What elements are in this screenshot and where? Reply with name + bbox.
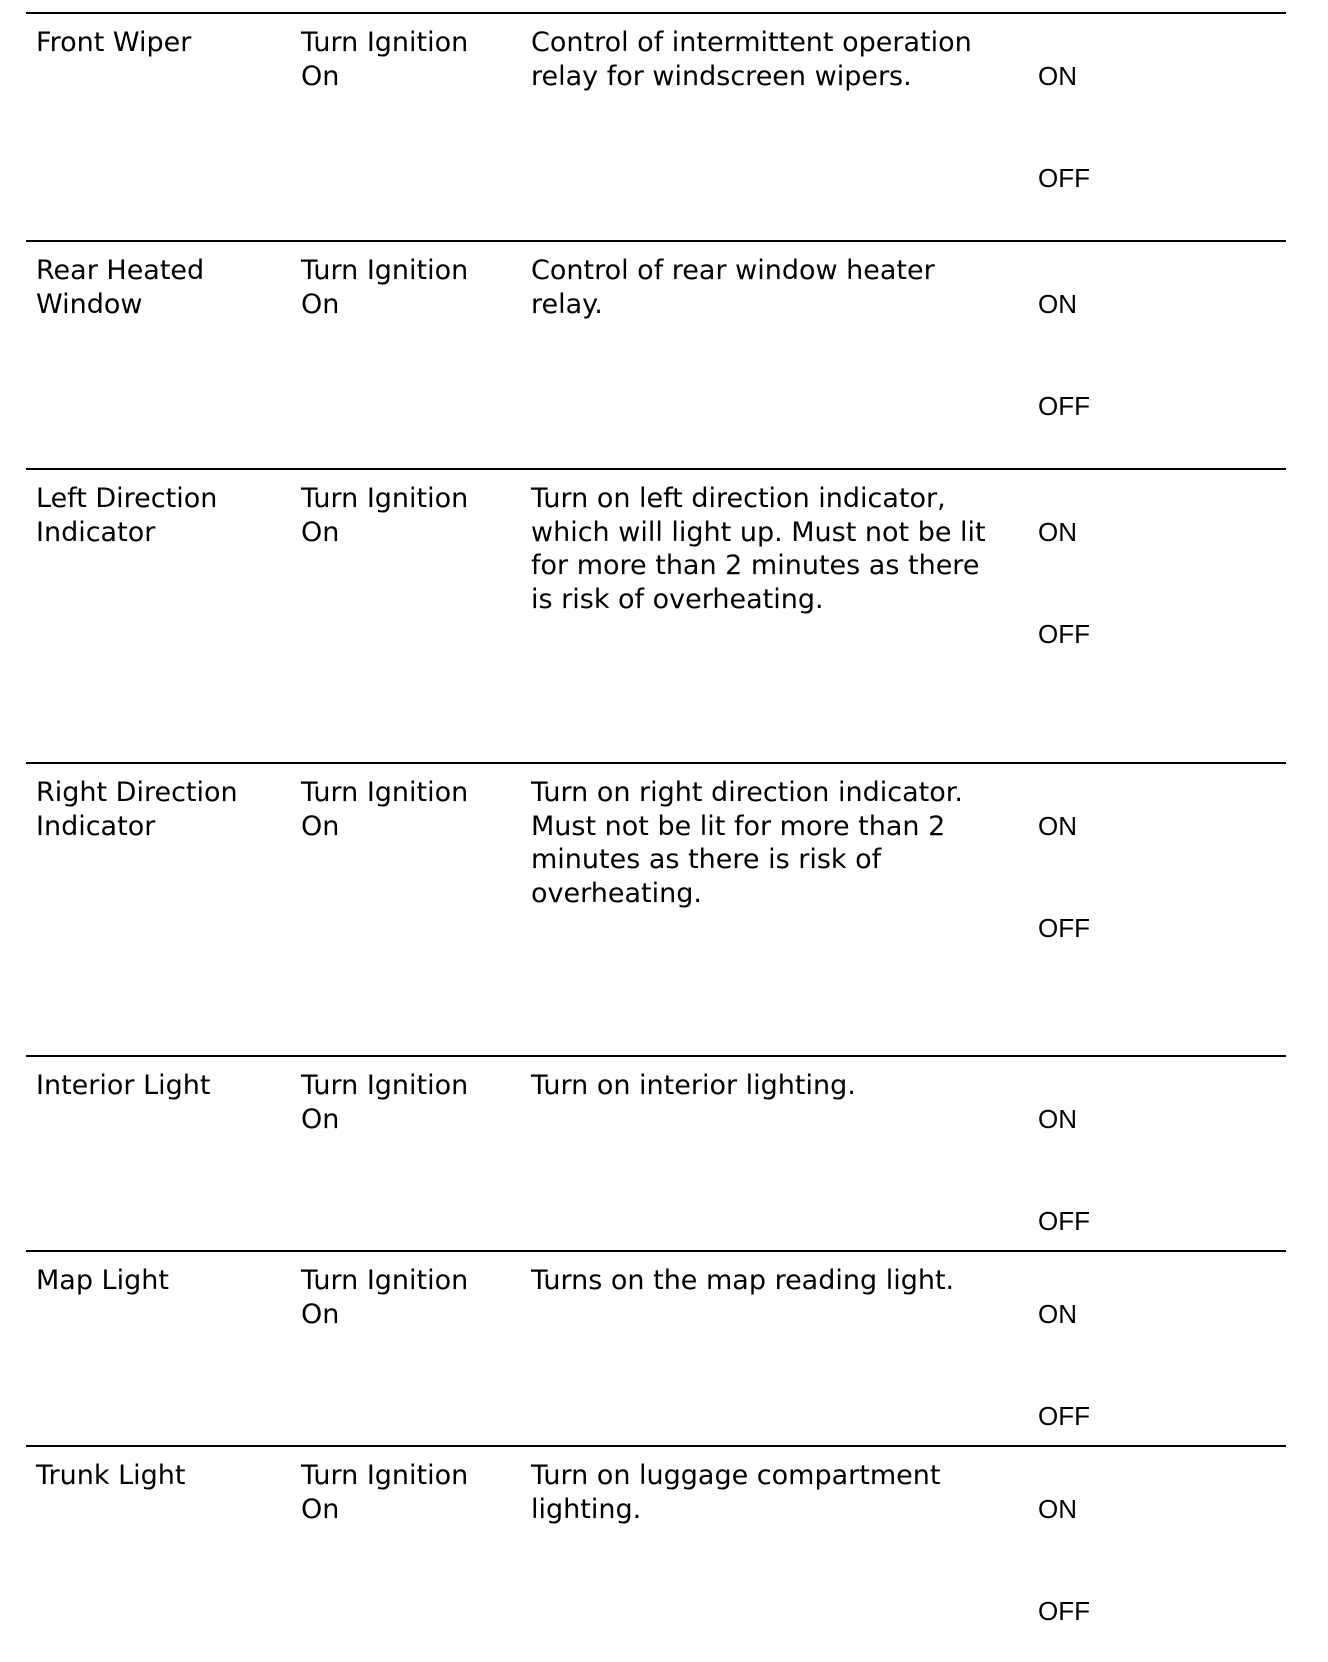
off-option: OFF <box>1038 1596 1090 1626</box>
state-options <box>1038 26 1158 229</box>
on-option: ON <box>1038 810 1077 841</box>
state-options <box>1038 1069 1158 1272</box>
test-description: Turns on the map reading light. <box>531 1265 955 1296</box>
test-condition: Turn Ignition On <box>301 1070 469 1135</box>
test-description: Turn on interior lighting. <box>531 1070 856 1101</box>
state-options <box>1038 254 1158 457</box>
off-option: OFF <box>1038 163 1090 193</box>
state-options <box>1038 1459 1158 1662</box>
test-description: Turn on left direction indicator, which will light up. Must not be lit for more than 2 minutes as there is risk of overheating. <box>531 483 986 615</box>
component-name: Trunk Light <box>36 1460 186 1491</box>
test-condition: Turn Ignition On <box>301 1265 469 1330</box>
table-row <box>26 1445 1286 1626</box>
component-name: Interior Light <box>36 1070 211 1101</box>
table-row <box>26 240 1286 468</box>
on-option: ON <box>1038 1103 1077 1134</box>
table-row <box>26 1250 1286 1445</box>
on-option: ON <box>1038 60 1077 91</box>
off-option: OFF <box>1038 391 1090 421</box>
table-row <box>26 12 1286 240</box>
off-option: OFF <box>1038 1206 1090 1236</box>
component-name: Rear Heated Window <box>36 255 205 320</box>
test-description: Control of intermittent operation relay for windscreen wipers. <box>531 27 972 92</box>
on-option: ON <box>1038 1298 1077 1329</box>
on-option: ON <box>1038 1493 1077 1524</box>
off-option: OFF <box>1038 1401 1090 1431</box>
test-condition: Turn Ignition On <box>301 777 469 842</box>
component-name: Right Direction Indicator <box>36 777 238 842</box>
state-options <box>1038 776 1158 979</box>
component-name: Map Light <box>36 1265 169 1296</box>
off-option: OFF <box>1038 619 1090 649</box>
test-description: Turn on right direction indicator. Must not be lit for more than 2 minutes as there is risk of overheating. <box>531 777 963 909</box>
on-option: ON <box>1038 516 1077 547</box>
test-description: Turn on luggage compartment lighting. <box>531 1460 941 1525</box>
component-name: Front Wiper <box>36 27 192 58</box>
component-name: Left Direction Indicator <box>36 483 218 548</box>
actuator-test-table <box>26 12 1286 1626</box>
test-condition: Turn Ignition On <box>301 483 469 548</box>
table-row <box>26 1055 1286 1250</box>
test-description: Control of rear window heater relay. <box>531 255 935 320</box>
table-row <box>26 468 1286 762</box>
test-condition: Turn Ignition On <box>301 255 469 320</box>
on-option: ON <box>1038 288 1077 319</box>
state-options <box>1038 1264 1158 1467</box>
table-row <box>26 762 1286 1055</box>
off-option: OFF <box>1038 913 1090 943</box>
test-condition: Turn Ignition On <box>301 1460 469 1525</box>
state-options <box>1038 482 1158 685</box>
test-condition: Turn Ignition On <box>301 27 469 92</box>
